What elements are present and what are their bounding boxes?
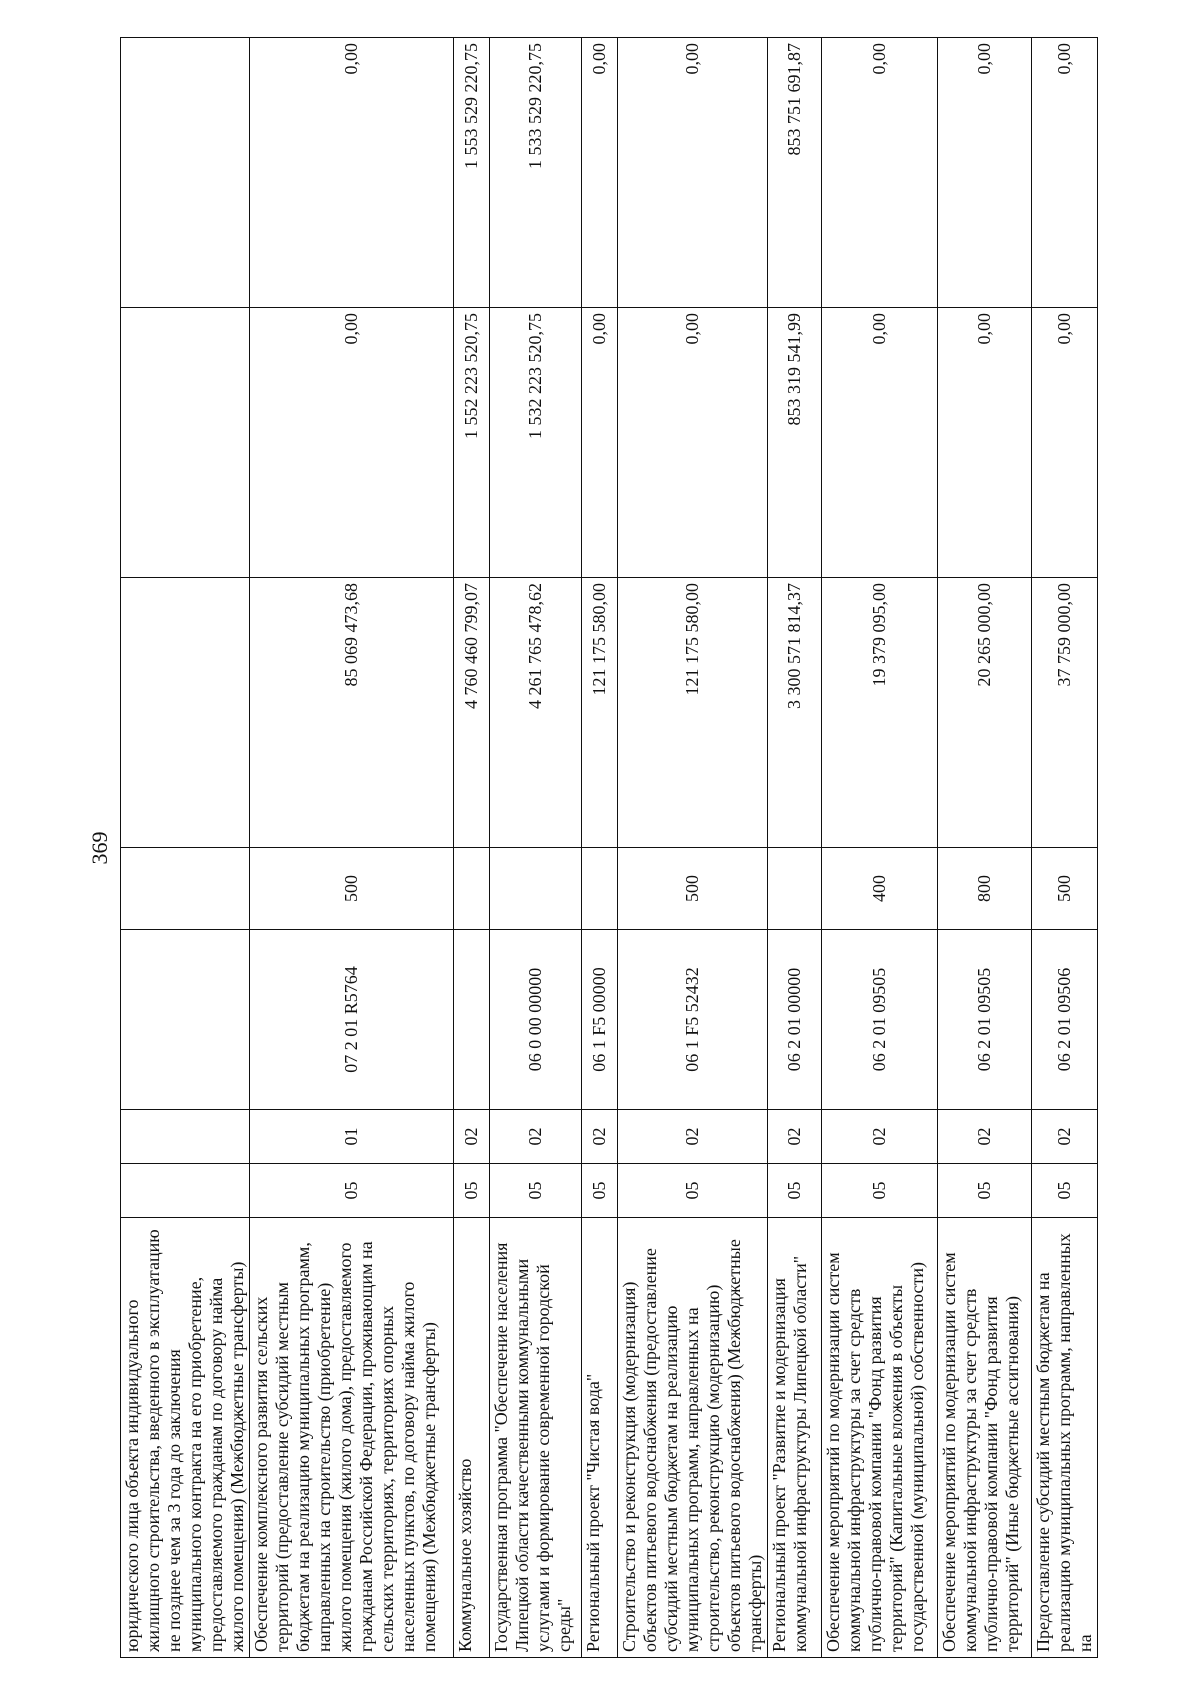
row-section: 05 (490, 1164, 582, 1218)
row-target-article: 06 2 01 09505 (938, 930, 1032, 1110)
row-sum-3: 0,00 (938, 38, 1032, 308)
row-expense-type: 500 (618, 848, 768, 930)
row-sum-3: 853 751 691,87 (768, 38, 822, 308)
row-sum-2: 0,00 (618, 308, 768, 578)
row-sum-2: 1 552 223 520,75 (454, 308, 490, 578)
row-description: Коммунальное хозяйство (454, 1218, 490, 1658)
row-target-article: 06 2 01 09505 (822, 930, 938, 1110)
row-section: 05 (250, 1164, 454, 1218)
page-number: 369 (87, 831, 112, 865)
row-sum-1: 37 759 000,00 (1032, 578, 1098, 848)
table-row (121, 38, 250, 1658)
row-target-article (121, 930, 250, 1110)
row-sum-2: 0,00 (250, 308, 454, 578)
row-expense-type (121, 848, 250, 930)
row-expense-type (454, 848, 490, 930)
row-sum-3 (121, 38, 250, 308)
row-sum-2: 0,00 (938, 308, 1032, 578)
row-target-article: 06 1 F5 52432 (618, 930, 768, 1110)
row-sum-3: 0,00 (250, 38, 454, 308)
row-sum-1: 121 175 580,00 (618, 578, 768, 848)
row-subsection: 02 (582, 1110, 618, 1164)
row-section: 05 (582, 1164, 618, 1218)
row-expense-type: 500 (1032, 848, 1098, 930)
row-section: 05 (822, 1164, 938, 1218)
table-row (768, 38, 822, 1658)
row-description: юридического лица объекта индивидуального жилищного строительства, введенного в эксплуатацию не позднее чем за 3 года до заключения муниципального контракта на его приобретение, предоставляемого гражданам по договору найма жилого помещения) (Межбюджетные трансферты) (121, 1218, 250, 1658)
row-target-article: 06 1 F5 00000 (582, 930, 618, 1110)
row-sum-3: 1 533 529 220,75 (490, 38, 582, 308)
table-row (582, 38, 618, 1658)
row-description: Предоставление субсидий местным бюджетам на реализацию муниципальных программ, направленных на (1032, 1218, 1098, 1658)
row-sum-1: 20 265 000,00 (938, 578, 1032, 848)
row-target-article: 06 0 00 00000 (490, 930, 582, 1110)
row-sum-2: 1 532 223 520,75 (490, 308, 582, 578)
row-section: 05 (768, 1164, 822, 1218)
row-sum-2 (121, 308, 250, 578)
row-sum-2: 853 319 541,99 (768, 308, 822, 578)
row-sum-2: 0,00 (582, 308, 618, 578)
table-row (618, 38, 768, 1658)
table-row (250, 38, 454, 1658)
row-section: 05 (618, 1164, 768, 1218)
table-row (1032, 38, 1098, 1658)
row-subsection: 02 (454, 1110, 490, 1164)
table-row (938, 38, 1032, 1658)
row-sum-3: 0,00 (1032, 38, 1098, 308)
row-sum-1: 4 760 460 799,07 (454, 578, 490, 848)
row-expense-type: 500 (250, 848, 454, 930)
row-section: 05 (1032, 1164, 1098, 1218)
row-sum-3: 0,00 (582, 38, 618, 308)
row-section (121, 1164, 250, 1218)
row-subsection: 02 (822, 1110, 938, 1164)
row-subsection: 01 (250, 1110, 454, 1164)
table-row (454, 38, 490, 1658)
row-description: Обеспечение комплексного развития сельских территорий (предоставление субсидий местным бюджетам на реализацию муниципальных программ, направленных на строительство (приобретение) жилого помещения (жилого дома), предоставляемого гражданам Российской Федерации, проживающим на сельских территориях, территориях опорных населенных пунктов, по договору найма жилого помещения) (Межбюджетные трансферты) (250, 1218, 454, 1658)
row-expense-type (490, 848, 582, 930)
table-body (121, 38, 1098, 1658)
table-row (822, 38, 938, 1658)
row-sum-2: 0,00 (822, 308, 938, 578)
table-row (490, 38, 582, 1658)
row-section: 05 (938, 1164, 1032, 1218)
row-subsection: 02 (768, 1110, 822, 1164)
row-target-article: 07 2 01 R5764 (250, 930, 454, 1110)
row-subsection: 02 (1032, 1110, 1098, 1164)
row-target-article (454, 930, 490, 1110)
row-sum-1: 121 175 580,00 (582, 578, 618, 848)
row-description: Государственная программа "Обеспечение населения Липецкой области качественными коммунальными услугами и формирование современной городской среды" (490, 1218, 582, 1658)
row-description: Обеспечение мероприятий по модернизации систем коммунальной инфраструктуры за счет средств публично-правовой компании "Фонд развития территорий" (Иные бюджетные ассигнования) (938, 1218, 1032, 1658)
row-expense-type (768, 848, 822, 930)
row-sum-1: 85 069 473,68 (250, 578, 454, 848)
row-sum-1: 3 300 571 814,37 (768, 578, 822, 848)
row-subsection: 02 (938, 1110, 1032, 1164)
row-subsection: 02 (490, 1110, 582, 1164)
row-description: Строительство и реконструкция (модернизация) объектов питьевого водоснабжения (предоставление субсидий местным бюджетам на реализацию муниципальных программ, направленных на строительство, реконструкцию (модернизацию) объектов питьевого водоснабжения) (Межбюджетные трансферты) (618, 1218, 768, 1658)
row-expense-type (582, 848, 618, 930)
rotated-page-content (120, 38, 1095, 1658)
row-target-article: 06 2 01 00000 (768, 930, 822, 1110)
row-target-article: 06 2 01 09506 (1032, 930, 1098, 1110)
row-description: Обеспечение мероприятий по модернизации систем коммунальной инфраструктуры за счет средств публично-правовой компании "Фонд развития территорий" (Капитальные вложения в объекты государственной (муниципальной) собственности) (822, 1218, 938, 1658)
row-subsection: 02 (618, 1110, 768, 1164)
row-sum-3: 1 553 529 220,75 (454, 38, 490, 308)
row-sum-1 (121, 578, 250, 848)
row-expense-type: 800 (938, 848, 1032, 930)
row-expense-type: 400 (822, 848, 938, 930)
row-description: Региональный проект "Чистая вода" (582, 1218, 618, 1658)
row-subsection (121, 1110, 250, 1164)
row-sum-3: 0,00 (822, 38, 938, 308)
row-sum-3: 0,00 (618, 38, 768, 308)
row-description: Региональный проект "Развитие и модернизация коммунальной инфраструктуры Липецкой области" (768, 1218, 822, 1658)
row-section: 05 (454, 1164, 490, 1218)
row-sum-1: 19 379 095,00 (822, 578, 938, 848)
budget-table (120, 37, 1098, 1658)
row-sum-1: 4 261 765 478,62 (490, 578, 582, 848)
row-sum-2: 0,00 (1032, 308, 1098, 578)
